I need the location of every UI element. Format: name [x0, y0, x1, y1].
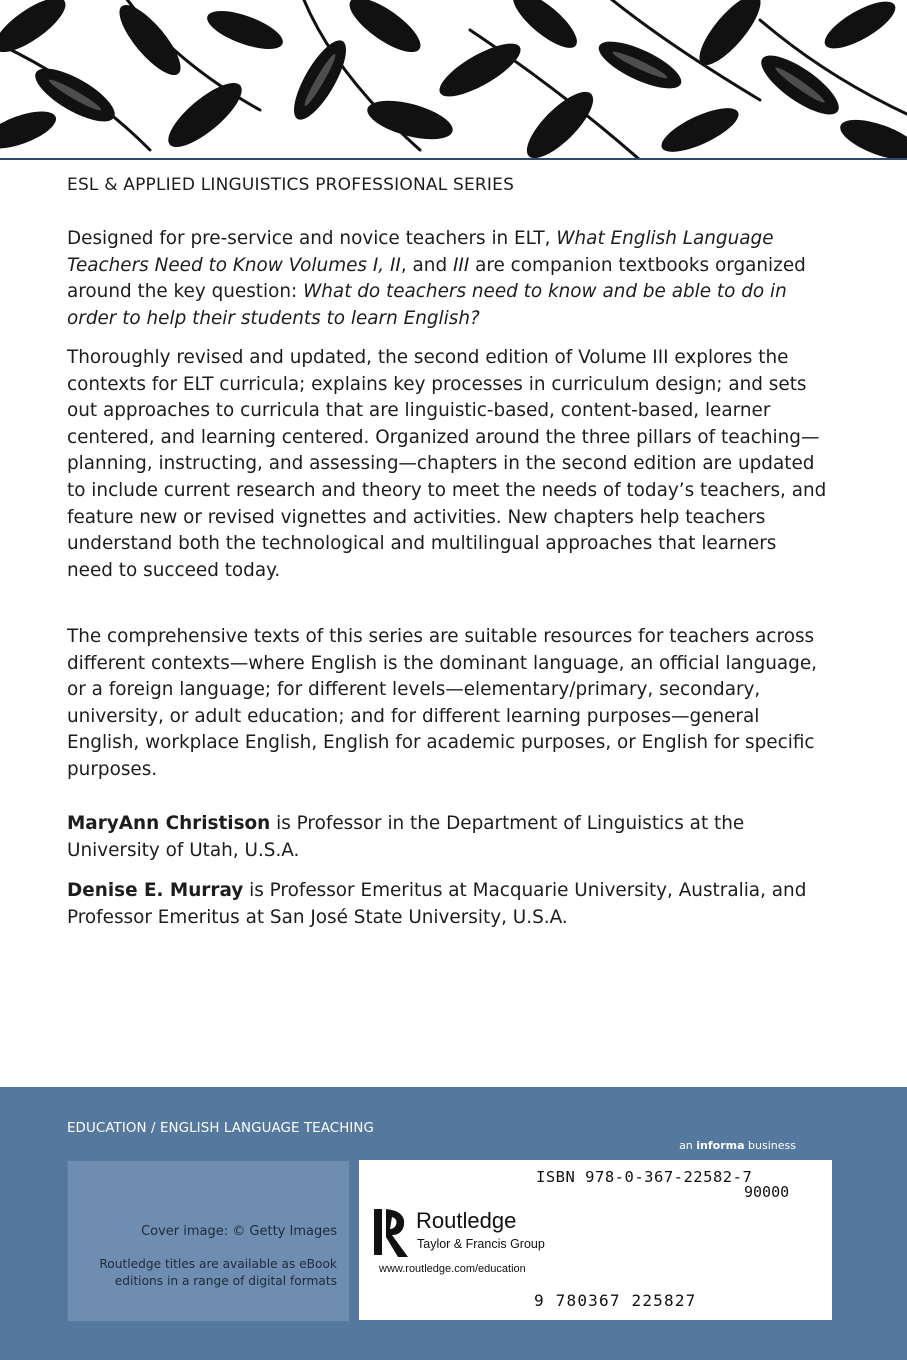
para1-volume-iii: III — [452, 254, 470, 276]
description-paragraph-1 — [67, 226, 827, 332]
cover-credit-box — [67, 1160, 350, 1322]
author-name-2: Denise E. Murray — [67, 880, 244, 901]
informa-prefix: an — [679, 1139, 697, 1152]
author-bio-text-2: is Professor Emeritus at Macquarie University, Australia, and Professor Emeritus at San José State University, U.S.A. — [67, 880, 807, 928]
cover-image-credit: Cover image: © Getty Images — [141, 1224, 337, 1239]
para1-book-title: What English Language Teachers Need to Know Volumes I, II — [67, 228, 774, 276]
para1-key-question: What do teachers need to know and be able to do in order to help their students to learn English? — [67, 281, 787, 329]
leaf-pattern-illustration — [0, 0, 907, 160]
informa-business-label — [679, 1139, 796, 1152]
author-bio-1 — [67, 811, 827, 864]
publisher-barcode-box — [359, 1160, 832, 1320]
author-name-1: MaryAnn Christison — [67, 813, 271, 834]
ebook-availability-note: Routledge titles are available as eBook editions in a range of digital formats — [99, 1257, 337, 1288]
routledge-logo-icon — [374, 1207, 412, 1259]
price-barcode — [744, 1200, 820, 1290]
publisher-name: Routledge — [416, 1208, 517, 1233]
author-bio-text-1: is Professor in the Department of Linguistics at the University of Utah, U.S.A. — [67, 813, 745, 861]
description-paragraph-3: The comprehensive texts of this series are suitable resources for teachers across different contexts—where English is the dominant language, an official language, or a foreign language; for different levels—elementary/primary, secondary, university, or adult education; and for different learning purposes—general English, workplace English, English for academic purposes, or English for specific purposes. — [67, 626, 818, 780]
description-paragraph-2: Thoroughly revised and updated, the second edition of Volume III explores the contexts for ELT curricula; explains key processes in curriculum design; and sets out approaches to curricula that are linguistic-based, content-based, learner centered, and learning centered. Organized around the three pillars of teaching—planning, instructing, and assessing—chapters in the second edition are updated to include current research and theory to meet the needs of today’s teachers, and feature new or revised vignettes and activities. New chapters help teachers understand both the technological and multilingual approaches that learners need to succeed today. — [67, 347, 827, 581]
para1-text-1: Designed for pre-service and novice teachers in ELT, — [67, 228, 557, 249]
leaf-pattern-svg — [0, 0, 907, 160]
publisher-group: Taylor & Francis Group — [417, 1237, 545, 1251]
divider-line — [0, 158, 907, 160]
para1-text-2: , and — [400, 254, 453, 276]
author-bio-2 — [67, 878, 827, 931]
informa-suffix: business — [744, 1139, 796, 1152]
isbn-barcode — [536, 1187, 736, 1291]
informa-brand: informa — [696, 1139, 745, 1152]
para1-text-3: are companion textbooks organized around the key question: — [67, 254, 806, 303]
price-code: 90000 — [744, 1183, 790, 1201]
publisher-url: www.routledge.com/education — [379, 1263, 526, 1275]
subject-category: EDUCATION / ENGLISH LANGUAGE TEACHING — [67, 1121, 375, 1136]
series-title: ESL & APPLIED LINGUISTICS PROFESSIONAL SERIES — [67, 175, 515, 195]
barcode-digits: 9 780367 225827 — [534, 1291, 697, 1310]
isbn-label: ISBN 978-0-367-22582-7 — [536, 1168, 753, 1186]
